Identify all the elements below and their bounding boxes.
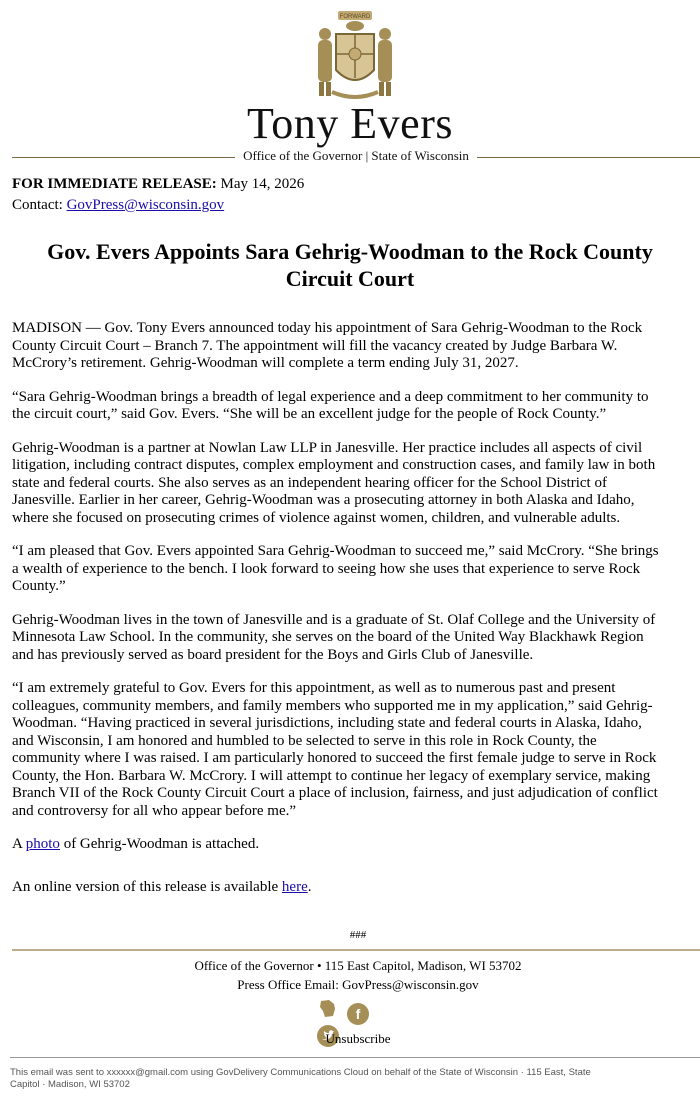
footer-press-email: Press Office Email: GovPress@wisconsin.gov [237, 977, 479, 992]
office-line: Office of the Governor | State of Wisconsin [235, 148, 477, 163]
wisconsin-seal-icon [310, 8, 400, 104]
svg-text:FORWARD: FORWARD [339, 14, 371, 20]
paragraph-background: Gehrig-Woodman is a partner at Nowlan Law LLP in Janesville. Her practice includes all aspects of civil litigation, including contract disputes, complex employment and construction cases, and family law in both state and federal courts. She also serves as an independent hearing officer for the School District of Janesville. Earlier in her career, Gehrig-Woodman was a prosecuting attorney in both Alaska and Idaho, where she focused on prosecuting crimes of violence against women, children, and vulnerable adults. [12, 439, 656, 526]
release-date: May 14, 2026 [220, 176, 305, 192]
end-marks: ### [349, 929, 367, 941]
disclaimer-line: This email was sent to xxxxxx@gmail.com using GovDelivery Communications Cloud on behalf of the State of Wisconsin · 115 East, State [10, 1067, 591, 1078]
unsubscribe-link[interactable]: Unsubscribe [325, 1031, 391, 1046]
release-body [12, 320, 700, 912]
paragraph-appointee-quote: “I am extremely grateful to Gov. Evers for this appointment, as well as to numerous past and present colleagues, community members, and family members who supported me in my application,” said Gehrig- Woodman. “Having practiced in several jurisdictions, including state and federal courts in Alaska, Idaho, and Wisconsin, I am honored and humbled to be selected to serve in this role in Rock County, the community where I was raised. I am particularly honored to succeed the first female judge to serve in Rock County, the Hon. Barbara W. McCrory. I will attempt to continue her legacy of exemplary service, making Branch VII of the Rock County Circuit Court a place of inclusion, fairness, and just adjudication of conflict and controversy for all who appear before me.” [12, 680, 658, 819]
paragraph-intro: MADISON — Gov. Tony Evers announced today his appointment of Sara Gehrig-Woodman to the Rock County Circuit Court – Branch 7. The appointment will fill the vacancy created by Judge Barbara W. McCrory’s retirement. Gehrig-Woodman will complete a term ending July 31, 2027. [12, 320, 643, 371]
headline [12, 238, 688, 292]
contact-email-link[interactable]: GovPress@wisconsin.gov [66, 197, 225, 213]
header [0, 0, 700, 170]
paragraph-mccrory-quote: “I am pleased that Gov. Evers appointed Sara Gehrig-Woodman to succeed me,” said McCrory. “She brings a wealth of experience to the bench. I look forward to seeing how she uses that experience to serve Rock County.” [12, 543, 659, 594]
disclaimer-line: Capitol · Madison, WI 53702 [10, 1079, 130, 1090]
wisconsin-icon[interactable] [317, 997, 339, 1019]
social-links [317, 997, 397, 1023]
paragraph-governor-quote: “Sara Gehrig-Woodman brings a breadth of legal experience and a deep commitment to her community to the circuit court,” said Gov. Evers. “She will be an excellent judge for the people of Rock County.” [12, 388, 649, 422]
paragraph-online-version: An online version of this release is available here. [12, 878, 312, 895]
disclaimer-divider [10, 1057, 700, 1058]
facebook-icon[interactable]: f [347, 1003, 369, 1025]
disclaimer [10, 1067, 690, 1091]
footer-address: Office of the Governor • 115 East Capitol, Madison, WI 53702 [194, 958, 522, 973]
contact-label: Contact: [12, 197, 63, 213]
paragraph-photo: A photo of Gehrig-Woodman is attached. [12, 836, 260, 852]
release-label: FOR IMMEDIATE RELEASE: [12, 176, 217, 192]
photo-link[interactable]: photo [25, 836, 60, 852]
headline-line: Gov. Evers Appoints Sara Gehrig-Woodman to the Rock County [47, 239, 653, 264]
headline-line: Circuit Court [285, 266, 415, 291]
release-meta [12, 174, 304, 216]
governor-name: Tony Evers [247, 99, 453, 148]
footer-divider [12, 949, 700, 951]
office-rule [12, 148, 700, 166]
online-version-link[interactable]: here [281, 878, 308, 895]
paragraph-community: Gehrig-Woodman lives in the town of Janesville and is a graduate of St. Olaf College and the University of Minnesota Law School. In the community, she serves on the board of the United Way Blackhawk Region and has previously served as board president for the Boys and Girls Club of Janesville. [12, 611, 656, 663]
